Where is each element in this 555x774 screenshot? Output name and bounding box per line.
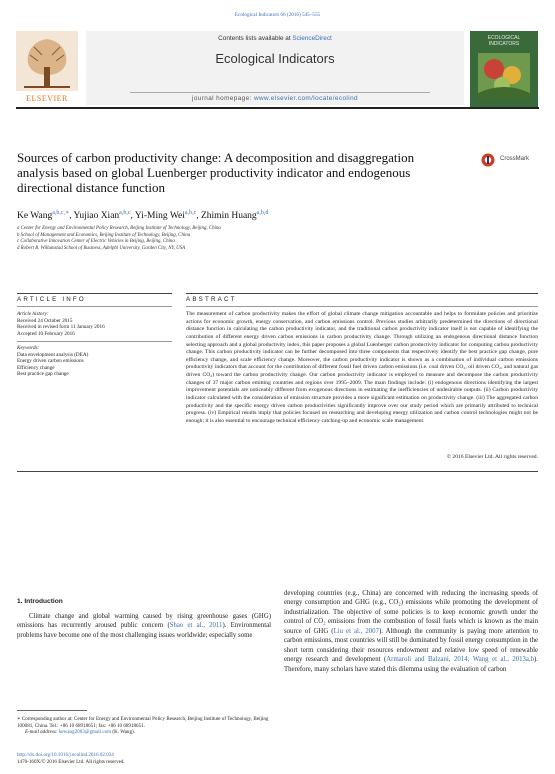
abstract-body (186, 311, 538, 425)
author-list: Ke Wang$^{a,b,c,∗}$, Yujiao Xian$^{a,b,c}$, Yi-Ming Wei$^{a,b,c}$, Zhimin Huang$^{a,b,d}$ (17, 210, 269, 222)
citation-link[interactable]: Armaroli and Balzani, 2014; Wang et al., 2013a,b (386, 656, 535, 664)
intro-paragraph-continued: developing countries (e.g., China) are concerned with reducing the increasing speeds of energy consumption and GHG (e.g., CO₂) emissions while promoting the development of industrialization. The objective of some policies is to keep economic growth under the control of CO₂ emissions from the combustion of fossil fuels which is known as the main source of GHG (Liu et al., 2007). Although the community is paying more attention to carbon emissions, most countries will still be dominated by fossil energy consumption in the short term considering their resources endowment and relative low speed of renewable energy research and development (Armaroli and Balzani, 2014; Wang et al., 2013a,b). Therefore, many scholars have stated this dilemma using the evaluation of carbon (284, 590, 538, 673)
abstract-paragraph: The measurement of carbon productivity makes the effort of global climate change mitigation accountable and helps to formulate policies and prioritize actions for economic growth, energy conservation, and carbon emissions control. Previous studies arbitrarily predetermined the directions of directional distance function in calculating the carbon productivity indicator, and the traditional carbon productivity indicator itself is not capable of identifying the contribution of different energy driven carbon emissions in carbon productivity change. Through utilizing an endogenous directional distance function selecting approach and a global productivity index, this paper proposes a global Luenberger carbon productivity indicator for computing carbon productivity change. This carbon productivity indicator can be further decomposed into three components that respectively identify the best practice gap change, pure efficiency change, and scale efficiency change. Moreover, the carbon productivity indicator is shown as a combination of individual carbon emissions productivity indicators that account for the contribution of different fossil fuel driven carbon emissions (i.e. coal driven CO₂, oil driven CO₂, and natural gas driven CO₂) toward the carbon productivity change. Our carbon productivity indicator is employed to measure and decompose the carbon productivity changes of 37 major carbon emitting countries and regions over 1995–2009. The main findings include: (i) endogenous directions identifying the largest improvement potentials are noticeably different from exogenous directions in estimating the inefficiencies of undesirable outputs. (ii) Carbon productivity indicator calculated with the consideration of emission structure provides a more significant estimation on productivity change. (iii) The aggregated carbon productivity and the specific energy driven carbon productivities significantly improve over our study period which are primarily attributed to technical progress. (iv) Empirical results imply that policies focused on researching and developing energy utilization and carbon control technologies might not be enough; it is also essential to encourage technical efficiency catching-up and economic scale management. (186, 311, 538, 424)
journal-homepage-line (86, 95, 464, 102)
article-info-heading: ARTICLE INFO (17, 296, 86, 303)
abstract-rule (186, 293, 538, 294)
history-item: Accepted 10 February 2016 (17, 330, 75, 337)
keyword-item: Best practice gap change (17, 371, 69, 377)
author-name: Yi-Ming Wei (134, 211, 185, 222)
journal-cover-thumbnail (470, 31, 538, 107)
author-affiliation-marks[interactable]: a,b,c (119, 210, 131, 216)
author-name: Zhimin Huang (200, 211, 257, 222)
keywords-block (17, 345, 172, 378)
footnote-rule (17, 710, 87, 711)
article-history (17, 311, 172, 337)
affiliation-item: a Center for Energy and Environmental Policy Research, Beijing Institute of Technology, Beijing, China (17, 226, 221, 231)
email-label: E-mail address: (25, 729, 59, 736)
intro-paragraph: Climate change and global warming caused by rising greenhouse gases (GHG) emissions has recurrently aroused public concern (Shao et al., 2011). Environmental problems have become one of the most challenging issues worldwide; especially some (17, 613, 271, 639)
corresponding-author-footnote (17, 716, 271, 736)
journal-homepage-link[interactable]: www.elsevier.com/locate/ecolind (253, 95, 358, 102)
sciencedirect-link[interactable]: ScienceDirect (292, 35, 332, 42)
homepage-prefix: journal homepage: (192, 95, 254, 102)
homepage-divider (130, 92, 430, 93)
abstract-subrule (186, 306, 538, 307)
doi-block (17, 752, 125, 765)
citation-link[interactable]: Liu et al., 2007 (333, 627, 379, 635)
author-affiliation-marks[interactable]: a,b,c (184, 210, 197, 216)
article-title: Sources of carbon productivity change: A decomposition and disaggregation analysis based on global Luenberger productivity indicator and endogenous directional distance function (17, 150, 415, 195)
keyword-item: Efficiency change (17, 364, 55, 371)
article-info-subrule (17, 306, 172, 307)
keyword-item: Data envelopment analysis (DEA) (17, 351, 89, 358)
crossmark-label: CrossMark (500, 156, 530, 162)
header-rule (16, 107, 539, 109)
author-name: Ke Wang (17, 211, 53, 222)
doi-link[interactable]: http://dx.doi.org/10.1016/j.ecolind.2016.02.034 (17, 752, 114, 758)
contents-prefix: Contents lists available at (218, 35, 293, 42)
affiliation-item: d Robert B. Willumstad School of Business, Adelphi University, Garden City, NY, USA (17, 245, 186, 251)
author-affiliation-marks[interactable]: a,b,d (256, 210, 269, 216)
intro-left-column (17, 612, 271, 640)
keywords-rule (17, 341, 172, 342)
author-email-link[interactable]: kewang2083@gmail.com (58, 729, 112, 736)
issn-line: 1470-160X/© 2016 Elsevier Ltd. All rights reserved. (17, 758, 125, 765)
author-affiliation-marks[interactable]: a,b,c,∗ (52, 210, 70, 216)
contents-line (86, 35, 464, 42)
abstract-heading: ABSTRACT (186, 296, 237, 303)
history-item: Received 24 October 2015 (17, 317, 73, 324)
crossmark-icon (481, 153, 497, 167)
email-suffix: (K. Wang). (111, 729, 135, 736)
abstract-copyright: © 2016 Elsevier Ltd. All rights reserved. (446, 454, 538, 460)
crossmark-badge[interactable] (481, 153, 541, 167)
affiliation-list (17, 226, 437, 252)
cover-title: ECOLOGICAL INDICATORS (487, 35, 521, 47)
introduction-heading: 1. Introduction (17, 598, 63, 605)
footnote-corresponding: ∗ Corresponding author at: Center for Energy and Environmental Policy Research, Beijing Institute of Technology, Beijing 100081, China. Tel.: +86 10 68918651; fax: +86 10 68918651. (17, 716, 269, 729)
keywords-label: Keywords: (17, 345, 40, 351)
citation-link[interactable]: Shao et al., 2011 (169, 622, 223, 630)
footnote-email-line (17, 729, 271, 736)
intro-right-column (284, 589, 538, 674)
journal-reference: Ecological Indicators 66 (2016) 545–555 (234, 12, 321, 18)
article-info-rule (17, 293, 172, 294)
affiliation-item: c Collaborative Innovation Center of Electric Vehicles in Beijing, Beijing, China (17, 239, 175, 245)
author-name: Yujiao Xian (73, 211, 120, 222)
cover-artwork-image (478, 53, 530, 99)
journal-title: Ecological Indicators (215, 51, 335, 66)
history-label: Article history: (17, 311, 49, 317)
abstract-bottom-rule (17, 471, 538, 472)
affiliation-item: b School of Management and Economics, Beijing Institute of Technology, Beijing, China (17, 232, 191, 238)
journal-header-box (86, 31, 464, 105)
keyword-item: Energy driven carbon emissions (17, 358, 84, 364)
elsevier-wordmark: ELSEVIER (26, 94, 68, 103)
history-item: Received in revised form 11 January 2016 (17, 324, 105, 330)
